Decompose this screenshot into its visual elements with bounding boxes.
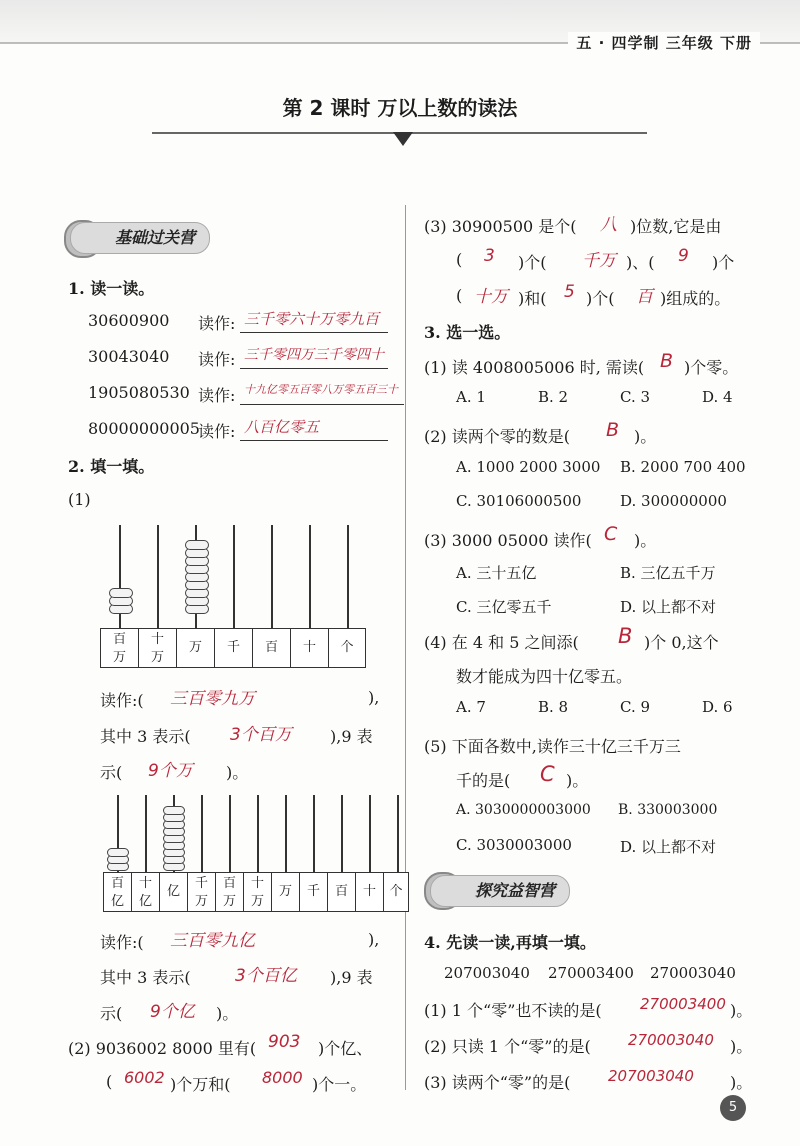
q3-option: A. 7 — [456, 698, 486, 716]
q2-part2-text: )个一。 — [312, 1075, 367, 1094]
place-label: 亿 — [166, 884, 180, 899]
q3-heading: 3. 选一选。 — [424, 323, 511, 342]
unit-answer: 十万 — [474, 287, 508, 307]
q1-answer: 三千零六十万零九百 — [244, 310, 380, 328]
column-divider — [405, 205, 406, 1090]
abacus-rod — [285, 795, 287, 875]
place-cell — [290, 628, 329, 668]
q2-part3-text: )个 — [712, 253, 735, 272]
q3-option: A. 1000 2000 3000 — [456, 458, 601, 476]
q3-option: A. 三十五亿 — [456, 564, 537, 582]
place-label: 十 — [302, 640, 316, 655]
place-cell — [299, 872, 328, 912]
q2-part2-text: (2) 9036002 8000 里有( — [68, 1039, 257, 1058]
q1-answer: 三千零四万三千零四十 — [244, 347, 384, 363]
q2-part3-text: ( — [456, 286, 463, 305]
q3-stem: (5) 下面各数中,读作三十亿三千万三 — [424, 737, 681, 756]
q3-answer: C — [540, 762, 555, 786]
place-label: 十 — [362, 884, 376, 899]
count-answer: 9 — [678, 246, 689, 266]
q3-stem: 数才能成为四十亿零五。 — [456, 667, 633, 686]
wan-answer: 6002 — [124, 1068, 165, 1087]
count-answer: 5 — [564, 282, 575, 302]
q1-number: 1905080530 — [88, 383, 190, 402]
answer-line — [240, 332, 388, 333]
q3-option: C. 30106000500 — [456, 492, 582, 510]
unit-answer: 百 — [636, 287, 653, 307]
place-cell — [138, 628, 177, 668]
q4-tail: )。 — [730, 1001, 753, 1020]
q4-tail: )。 — [730, 1073, 753, 1092]
answer-line — [240, 404, 404, 405]
abacus-rod — [309, 525, 311, 630]
abacus-rod — [397, 795, 399, 875]
q1-label: 读作: — [198, 350, 236, 369]
place-label: 个 — [389, 884, 403, 899]
one-answer: 8000 — [262, 1068, 303, 1087]
place-label: 百 — [222, 876, 236, 891]
abacus-rod — [313, 795, 315, 875]
meaning-answer: 3个百万 — [230, 725, 292, 745]
place-cell — [252, 628, 291, 668]
q4-answer: 270003400 — [640, 995, 726, 1013]
section-basic: 基础过关营 — [70, 222, 210, 254]
q3-tail: )。 — [634, 427, 657, 446]
read-prefix: 读作:( — [100, 691, 144, 710]
q4-item: (3) 读两个“零”的是( — [424, 1073, 571, 1092]
page-number: 5 — [720, 1095, 746, 1121]
abacus-rod — [257, 795, 259, 875]
q1-answer: 十九亿零五百零八万零五百三十 — [244, 383, 398, 396]
q1-number: 30043040 — [88, 347, 170, 366]
q3-option: B. 330003000 — [618, 802, 718, 818]
place-cell — [243, 872, 272, 912]
q4-item: (1) 1 个“零”也不读的是( — [424, 1001, 602, 1020]
place-cell — [100, 628, 139, 668]
place-cell — [159, 872, 188, 912]
read-suffix: ), — [368, 930, 380, 949]
place-cell — [328, 628, 366, 668]
abacus-rod — [369, 795, 371, 875]
place-cell — [131, 872, 160, 912]
place-label: 万 — [150, 650, 164, 665]
yi-answer: 903 — [268, 1032, 301, 1052]
q3-option: C. 3 — [620, 388, 651, 406]
meaning-answer: 3个百亿 — [235, 966, 297, 986]
q2-part3-text: )个( — [586, 289, 615, 308]
read-answer: 三百零九亿 — [170, 931, 255, 951]
q3-option: B. 8 — [538, 698, 569, 716]
place-label: 百 — [264, 640, 278, 655]
place-label: 千 — [226, 640, 240, 655]
q1-answer: 八百亿零五 — [244, 418, 320, 436]
q3-option: D. 4 — [702, 388, 733, 406]
meaning-prefix: 示( — [100, 1004, 123, 1023]
series-label: 五 · 四学制 三年级 下册 — [568, 32, 760, 53]
q1-label: 读作: — [198, 422, 236, 441]
place-label: 百 — [110, 876, 124, 891]
q2-part2-text: )个亿、 — [318, 1039, 373, 1058]
read-answer: 三百零九万 — [170, 689, 255, 709]
place-label: 千 — [194, 876, 208, 891]
q4-tail: )。 — [730, 1037, 753, 1056]
q3-stem: (4) 在 4 和 5 之间添( — [424, 633, 579, 652]
q4-number: 207003040 — [444, 964, 530, 982]
place-label: 万 — [188, 640, 202, 655]
place-label: 万 — [222, 894, 236, 909]
abacus-rod — [341, 795, 343, 875]
place-label: 亿 — [110, 894, 124, 909]
q3-option: C. 9 — [620, 698, 651, 716]
meaning-answer: 9个亿 — [150, 1002, 195, 1022]
q3-answer: B — [618, 624, 633, 648]
q2-part3-text: (3) 30900500 是个( — [424, 217, 577, 236]
abacus-bead — [163, 806, 185, 815]
section-explore: 探究益智营 — [430, 875, 570, 907]
q2-part2-text: )个万和( — [170, 1075, 231, 1094]
place-label: 十 — [138, 876, 152, 891]
q1-number: 30600900 — [88, 311, 170, 330]
q3-option: D. 6 — [702, 698, 733, 716]
unit-answer: 千万 — [582, 251, 616, 271]
abacus-rod — [201, 795, 203, 875]
q3-stem: 千的是( — [456, 771, 511, 790]
meaning-answer: 9个万 — [148, 761, 193, 781]
place-label: 十 — [150, 632, 164, 647]
abacus-rod — [145, 795, 147, 875]
q3-option: C. 三亿零五千 — [456, 598, 552, 616]
lesson-title: 第 2 课时 万以上数的读法 — [282, 96, 518, 120]
meaning-prefix: 示( — [100, 763, 123, 782]
place-cell — [355, 872, 384, 912]
place-label: 万 — [112, 650, 126, 665]
answer-line — [240, 368, 388, 369]
meaning-prefix: 其中 3 表示( — [100, 727, 191, 746]
place-cell — [103, 872, 132, 912]
abacus-rod — [229, 795, 231, 875]
place-cell — [176, 628, 215, 668]
meaning-suffix: )。 — [226, 763, 249, 782]
q4-number: 270003400 — [548, 964, 634, 982]
abacus-rod — [157, 525, 159, 630]
abacus-bead — [185, 540, 209, 550]
q2-part3-text: ( — [456, 250, 463, 269]
q3-option: D. 300000000 — [620, 492, 727, 510]
abacus-rod — [233, 525, 235, 630]
q3-option: A. 1 — [456, 388, 486, 406]
q3-option: C. 3030003000 — [456, 836, 572, 854]
q4-item: (2) 只读 1 个“零”的是( — [424, 1037, 591, 1056]
place-cell — [383, 872, 409, 912]
q4-answer: 207003040 — [608, 1067, 694, 1085]
abacus-label-row — [100, 628, 366, 668]
abacus-rod — [119, 525, 121, 630]
q3-option: D. 以上都不对 — [620, 598, 717, 616]
meaning-suffix: ),9 表 — [330, 727, 373, 746]
place-cell — [327, 872, 356, 912]
q1-label: 读作: — [198, 314, 236, 333]
q2-part3-text: )组成的。 — [660, 289, 731, 308]
place-cell — [187, 872, 216, 912]
q2-part3-text: )和( — [518, 289, 547, 308]
q3-stem: (2) 读两个零的数是( — [424, 427, 570, 446]
q3-tail: )个零。 — [684, 358, 739, 377]
digits-answer: 八 — [600, 215, 617, 235]
q3-answer: B — [660, 350, 674, 372]
count-answer: 3 — [484, 246, 495, 266]
q2-part3-text: )位数,它是由 — [630, 217, 722, 236]
meaning-prefix: 其中 3 表示( — [100, 968, 191, 987]
q3-option: D. 以上都不对 — [620, 838, 717, 856]
read-suffix: ), — [368, 688, 380, 707]
q1-number: 80000000005 — [88, 419, 200, 438]
read-prefix: 读作:( — [100, 933, 144, 952]
q3-option: B. 2 — [538, 388, 569, 406]
place-cell — [271, 872, 300, 912]
place-label: 万 — [250, 894, 264, 909]
q3-stem: (1) 读 4008005006 时, 需读( — [424, 358, 645, 377]
abacus-rod — [271, 525, 273, 630]
q3-option: B. 三亿五千万 — [620, 564, 716, 582]
place-cell — [215, 872, 244, 912]
q3-tail: )个 0,这个 — [644, 633, 719, 652]
meaning-suffix: )。 — [216, 1004, 239, 1023]
place-label: 十 — [250, 876, 264, 891]
place-label: 百 — [334, 884, 348, 899]
q1-label: 读作: — [198, 386, 236, 405]
q2-part3-text: )、( — [626, 253, 655, 272]
meaning-suffix: ),9 表 — [330, 968, 373, 987]
q4-number: 270003040 — [650, 964, 736, 982]
q2-heading: 2. 填一填。 — [68, 457, 155, 476]
place-label: 千 — [306, 884, 320, 899]
place-label: 万 — [278, 884, 292, 899]
q3-stem: (3) 3000 05000 读作( — [424, 531, 592, 550]
abacus-label-row — [103, 872, 409, 912]
place-label: 万 — [194, 894, 208, 909]
abacus-bead — [107, 848, 129, 857]
q1-heading: 1. 读一读。 — [68, 279, 155, 298]
q3-option: B. 2000 700 400 — [620, 458, 746, 476]
abacus-bead — [109, 588, 133, 598]
abacus-rod — [347, 525, 349, 630]
q2-part3-text: )个( — [518, 253, 547, 272]
answer-line — [240, 440, 388, 441]
q2-part1-label: (1) — [68, 490, 91, 509]
q3-option: A. 3030000003000 — [456, 802, 591, 818]
place-label: 个 — [340, 640, 354, 655]
q2-part2-text: ( — [106, 1072, 113, 1091]
q3-answer: B — [606, 419, 620, 441]
place-label: 亿 — [138, 894, 152, 909]
q4-heading: 4. 先读一读,再填一填。 — [424, 933, 596, 952]
q3-tail: )。 — [634, 531, 657, 550]
place-cell — [214, 628, 253, 668]
q3-tail: )。 — [566, 771, 589, 790]
q3-answer: C — [604, 523, 618, 545]
title-marker-icon — [393, 132, 413, 146]
q4-answer: 270003040 — [628, 1031, 714, 1049]
place-label: 百 — [112, 632, 126, 647]
